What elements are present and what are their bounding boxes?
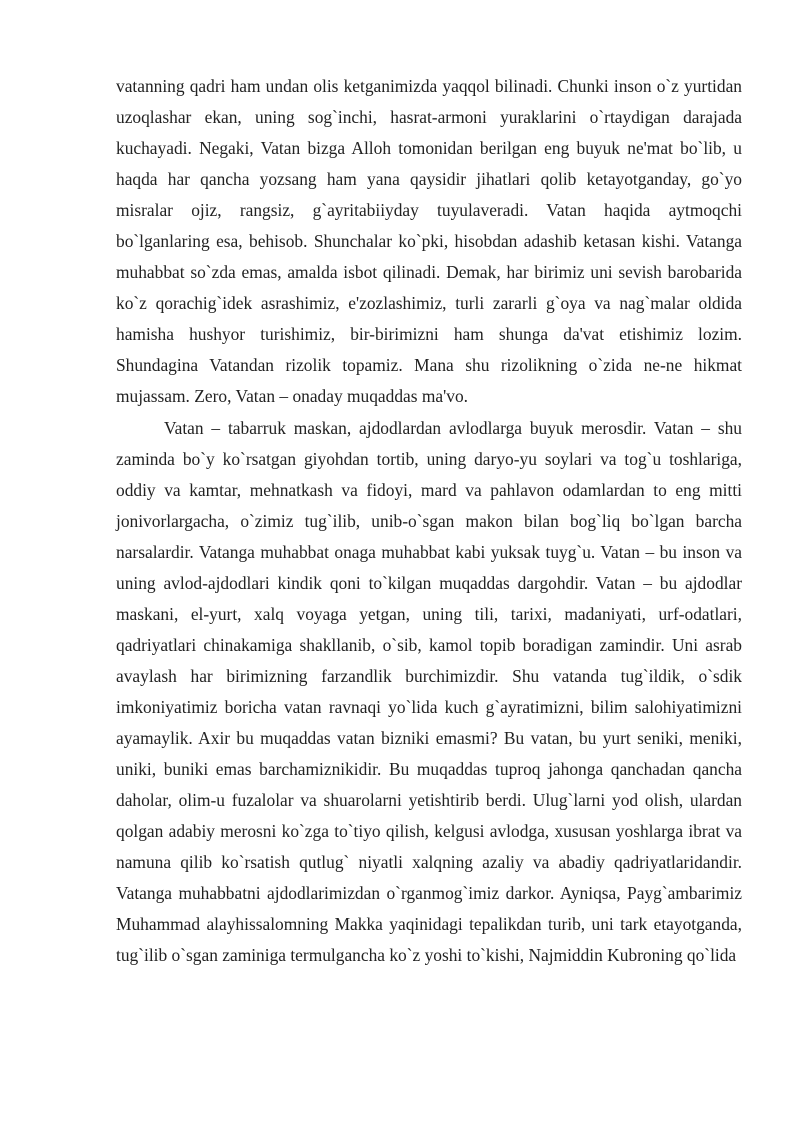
paragraph-vatan: Vatan – tabarruk maskan, ajdodlardan avlodlarga buyuk merosdir. Vatan – shu zaminda bo`y ko`rsatgan giyohdan tortib, uning daryo-yu soylari va tog`u toshlariga, oddiy va kamtar, mehnatkash va fidoyi, mard va pahlavon odamlardan to eng mitti jonivorlargacha, o`zimiz tug`ilib, unib-o`sgan makon bilan bog`liq bo`lgan barcha narsalardir. Vatanga muhabbat onaga muhabbat kabi yuksak tuyg`u. Vatan – bu inson va uning avlod-ajdodlari kindik qoni to`kilgan muqaddas dargohdir. Vatan – bu ajdodlar maskani, el-yurt, xalq voyaga yetgan, uning tili, tarixi, madaniyati, urf-odatlari, qadriyatlari chinakamiga shakllanib, o`sib, kamol topib boradigan zamindir. Uni asrab avaylash har birimizning farzandlik burchimizdir. Shu vatanda tug`ildik, o`sdik imkoniyatimiz boricha vatan ravnaqi yo`lida kuch g`ayratimizni, bilim salohiyatimizni ayamaylik. Axir bu muqaddas vatan bizniki emasmi? Bu vatan, bu yurt seniki, meniki, uniki, buniki emas barchamiznikidir. Bu muqaddas tuproq jahonga qanchadan qancha daholar, olim-u fuzalolar va shuarolarni yetishtirib berdi. Ulug`larni yod olish, ulardan qolgan adabiy merosni ko`zga to`tiyo qilish, kelgusi avlodga, xususan yoshlarga ibrat va namuna qilib ko`rsatish qutlug` niyatli xalqning azaliy va abadiy qadriyatlaridandir. Vatanga muhabbatni ajdodlarimizdan o`rganmog`imiz darkor. Ayniqsa, Payg`ambarimiz Muhammad alayhissalomning Makka yaqinidagi tepalikdan turib, uni tark etayotganda, tug`ilib o`sgan zaminiga termulgancha ko`z yoshi to`kishi, Najmiddin Kubroning qo`lida [116,417,742,966]
paragraph-continuation: vatanning qadri ham undan olis ketganimizda yaqqol bilinadi. Chunki inson o`z yurtidan uzoqlashar ekan, uning sog`inchi, hasrat-armoni yuraklarini o`rtaydigan darajada kuchayadi. Negaki, Vatan bizga Alloh tomonidan berilgan eng buyuk ne'mat bo`lib, u haqda har qancha yozsang ham yana qaysidir jihatlari qolib ketayotganday, go`yo misralar ojiz, rangsiz, g`ayritabiiyday tuyulaveradi. Vatan haqida aytmoqchi bo`lganlaring esa, behisob. Shunchalar ko`pki, hisobdan adashib ketasan kishi. Vatanga muhabbat so`zda emas, amalda isbot qilinadi. Demak, har birimiz uni sevish barobarida ko`z qorachig`idek asrashimiz, e'zozlashimiz, turli zararli g`oya va nag`malar oldida hamisha hushyor turishimiz, bir-birimizni ham shunga da'vat etishimiz lozim. Shundagina Vatandan rizolik topamiz. Mana shu rizolikning o`zida ne-ne hikmat mujassam. Zero, Vatan – onaday muqaddas ma'vo. [116,76,742,407]
body-text [116,71,742,971]
